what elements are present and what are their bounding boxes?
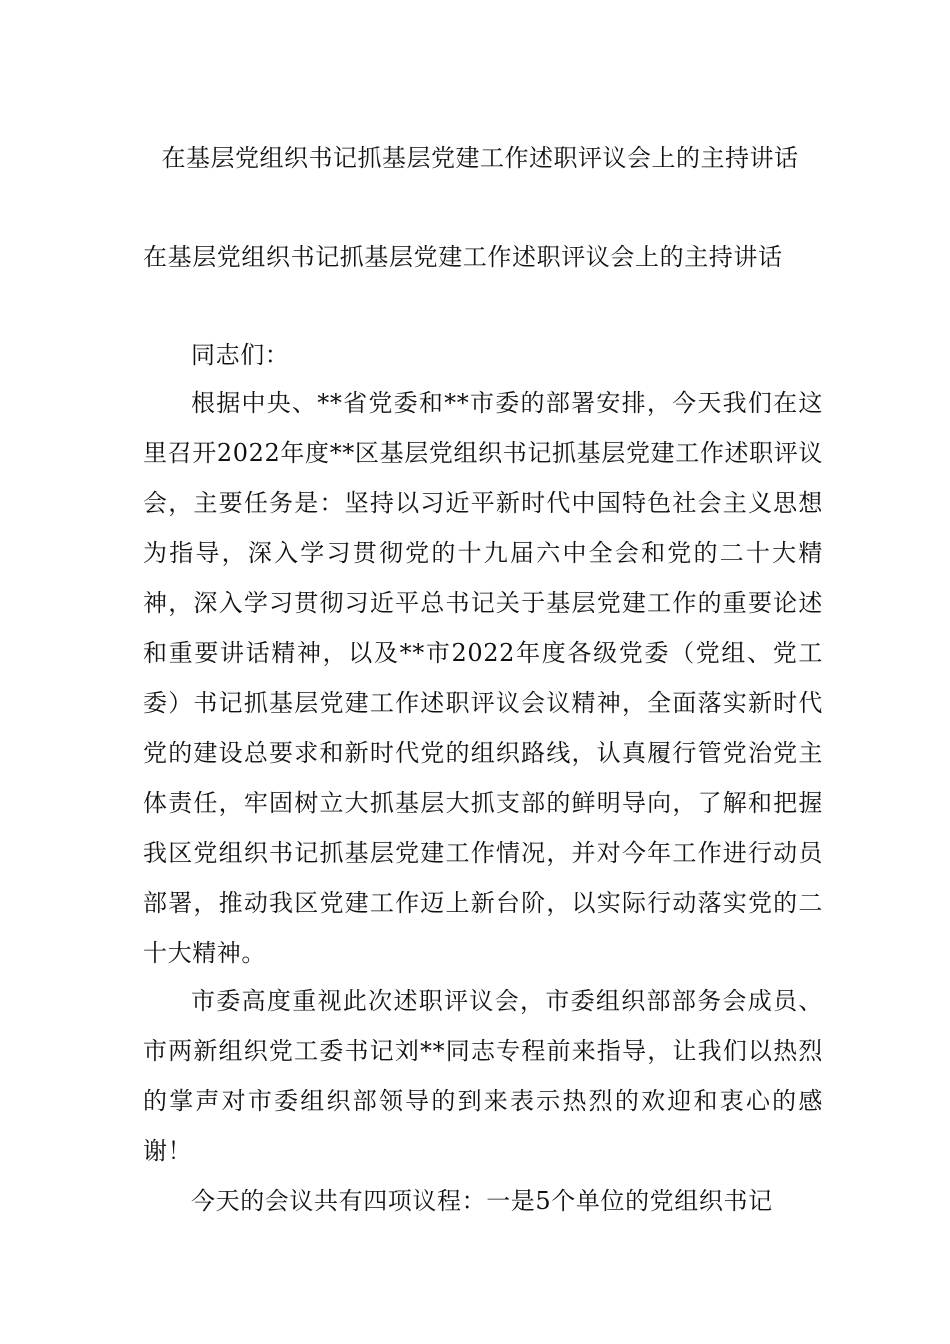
paragraph-welcome: 市委高度重视此次述职评议会，市委组织部部务会成员、市两新组织党工委书记刘**同志专程前来指导，让我们以热烈的掌声对市委组织部领导的到来表示热烈的欢迎和衷心的感谢！ [143,987,823,1165]
document-subtitle: 在基层党组织书记抓基层党建工作述职评议会上的主持讲话 [143,243,783,271]
document-title: 在基层党组织书记抓基层党建工作述职评议会上的主持讲话 [161,144,799,172]
paragraph-agenda: 今天的会议共有四项议程：一是5个单位的党组织书记 [191,1187,773,1215]
greeting: 同志们： [191,341,290,369]
paragraph-intro: 根据中央、**省党委和**市委的部署安排，今天我们在这里召开2022年度**区基层党组织书记抓基层党建工作述职评议会，主要任务是：坚持以习近平新时代中国特色社会主义思想为指导，深入学习贯彻党的十九届六中全会和党的二十大精神，深入学习贯彻习近平总书记关于基层党建工作的重要论述和重要讲话精神，以及**市2022年度各级党委（党组、党工委）书记抓基层党建工作述职评议会议精神，全面落实新时代党的建设总要求和新时代党的组织路线，认真履行管党治党主体责任，牢固树立大抓基层大抓支部的鲜明导向，了解和把握我区党组织书记抓基层党建工作情况，并对今年工作进行动员部署，推动我区党建工作迈上新台阶，以实际行动落实党的二十大精神。 [143,389,823,967]
